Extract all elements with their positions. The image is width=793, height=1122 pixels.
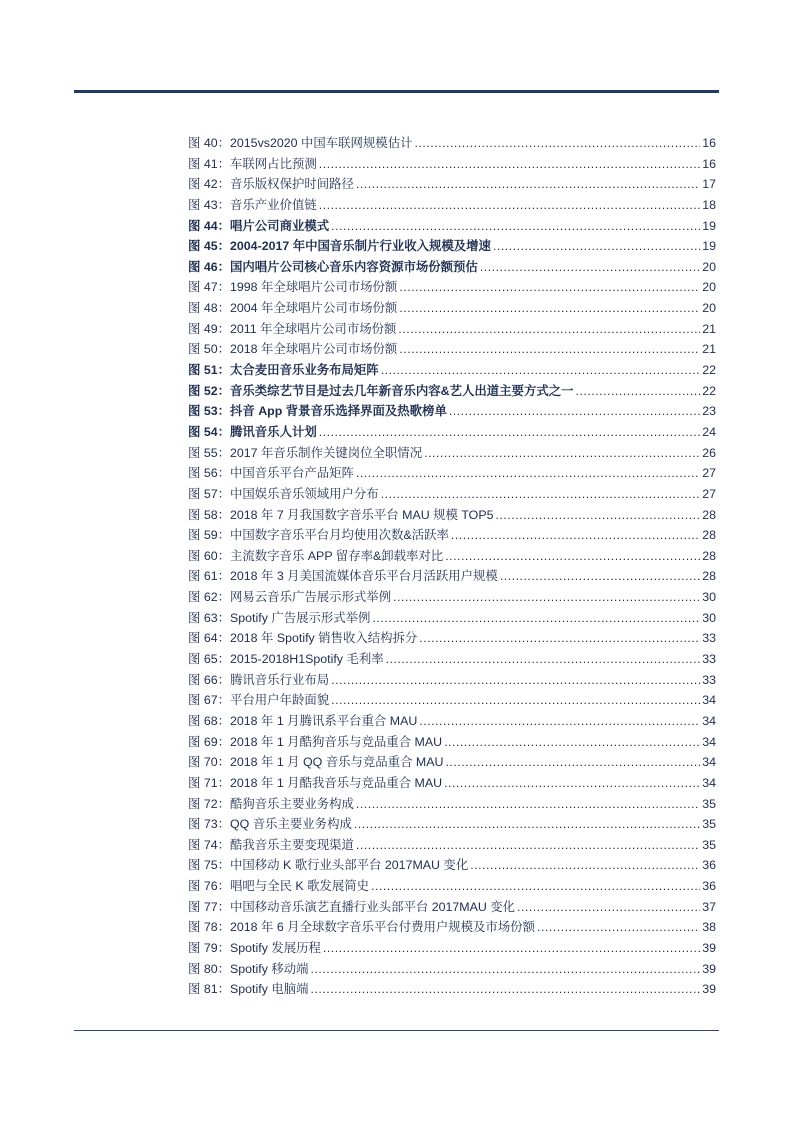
toc-entry-page: 39	[702, 982, 716, 997]
toc-leader-dots	[323, 938, 700, 959]
toc-entry-label: 图 56：中国音乐平台产品矩阵	[188, 466, 354, 481]
toc-entry-label: 图 77：中国移动音乐演艺直播行业头部平台 2017MAU 变化	[188, 899, 516, 914]
toc-entry-label: 图 51：太合麦田音乐业务布局矩阵	[188, 363, 379, 378]
toc-entry[interactable]	[188, 443, 716, 464]
toc-entry[interactable]	[188, 732, 716, 753]
toc-entry-label: 图 60：主流数字音乐 APP 留存率&卸载率对比	[188, 548, 444, 563]
toc-leader-dots	[354, 814, 700, 835]
toc-entry-label: 图 64：2018 年 Spotify 销售收入结构拆分	[188, 631, 418, 646]
toc-entry[interactable]	[188, 505, 716, 526]
toc-entry-label: 图 74：酷我音乐主要变现渠道	[188, 837, 354, 852]
toc-leader-dots	[424, 443, 700, 464]
toc-entry-label: 图 80：Spotify 移动端	[188, 961, 309, 976]
toc-entry-page: 21	[702, 321, 716, 336]
toc-leader-dots	[386, 649, 701, 670]
toc-entry-label: 图 75：中国移动 K 歌行业头部平台 2017MAU 变化	[188, 858, 469, 873]
toc-entry[interactable]	[188, 566, 716, 587]
toc-entry-page: 33	[702, 652, 716, 667]
toc-leader-dots	[393, 587, 700, 608]
toc-entry-page: 16	[702, 156, 716, 171]
toc-leader-dots	[537, 917, 700, 938]
toc-entry-page: 27	[702, 466, 716, 481]
toc-entry-page: 35	[702, 796, 716, 811]
toc-leader-dots	[331, 690, 700, 711]
toc-entry-label: 图 59：中国数字音乐平台月均使用次数&活跃率	[188, 528, 449, 543]
toc-leader-dots	[356, 835, 700, 856]
toc-leader-dots	[419, 711, 700, 732]
toc-entry-label: 图 63：Spotify 广告展示形式举例	[188, 610, 371, 625]
toc-entry-label: 图 67：平台用户年龄面貌	[188, 693, 330, 708]
toc-leader-dots	[319, 422, 700, 443]
toc-entry[interactable]	[188, 628, 716, 649]
toc-entry-label: 图 40：2015vs2020 中国车联网规模估计	[188, 136, 413, 150]
toc-entry-label: 图 73：QQ 音乐主要业务构成	[188, 817, 352, 832]
toc-leader-dots	[372, 608, 700, 629]
toc-entry-page: 34	[702, 734, 716, 749]
toc-entry-page: 22	[702, 383, 716, 398]
toc-entry-page: 38	[702, 920, 716, 935]
toc-entry[interactable]	[188, 587, 716, 608]
toc-entry[interactable]	[188, 855, 716, 876]
toc-entry-label: 图 62：网易云音乐广告展示形式举例	[188, 590, 392, 605]
toc-entry-page: 26	[702, 445, 716, 460]
toc-leader-dots	[356, 463, 700, 484]
toc-entry-label: 图 71：2018 年 1 月酷我音乐与竞品重合 MAU	[188, 775, 443, 790]
toc-entry[interactable]	[188, 608, 716, 629]
toc-leader-dots	[399, 277, 700, 298]
toc-entry[interactable]	[188, 979, 716, 1000]
toc-entry-label: 图 78：2018 年 6 月全球数字音乐平台付费用户规模及市场份额	[188, 920, 535, 935]
toc-leader-dots	[576, 381, 701, 402]
toc-leader-dots	[445, 752, 700, 773]
toc-leader-dots	[356, 174, 700, 195]
toc-leader-dots	[311, 959, 701, 980]
toc-entry-label: 图 58：2018 年 7 月我国数字音乐平台 MAU 规模 TOP5	[188, 507, 494, 522]
toc-entry-page: 18	[702, 197, 716, 212]
toc-entry-page: 16	[702, 136, 716, 150]
toc-entry-label: 图 43：音乐产业价值链	[188, 197, 317, 212]
toc-entry-page: 21	[702, 342, 716, 357]
toc-entry[interactable]	[188, 959, 716, 980]
toc-entry[interactable]	[188, 525, 716, 546]
toc-entry-label: 图 55：2017 年音乐制作关键岗位全职情况	[188, 445, 423, 460]
toc-entry-label: 图 41：车联网占比预测	[188, 156, 317, 171]
toc-entry[interactable]	[188, 381, 716, 402]
toc-leader-dots	[495, 505, 700, 526]
toc-entry-label: 图 48：2004 年全球唱片公司市场份额	[188, 301, 398, 316]
toc-entry-label: 图 70：2018 年 1 月 QQ 音乐与竞品重合 MAU	[188, 755, 444, 770]
toc-leader-dots	[470, 855, 700, 876]
toc-entry-page: 27	[702, 486, 716, 501]
toc-leader-dots	[311, 979, 701, 1000]
toc-entry[interactable]	[188, 773, 716, 794]
toc-entry-page: 17	[702, 177, 716, 192]
toc-leader-dots	[414, 133, 700, 154]
toc-entry-page: 30	[702, 610, 716, 625]
toc-entry-label: 图 66：腾讯音乐行业布局	[188, 672, 330, 687]
toc-leader-dots	[444, 773, 700, 794]
toc-entry[interactable]	[188, 174, 716, 195]
toc-entry[interactable]	[188, 360, 716, 381]
toc-entry-page: 35	[702, 837, 716, 852]
toc-leader-dots	[371, 876, 700, 897]
toc-entry-page: 37	[702, 899, 716, 914]
toc-entry[interactable]	[188, 195, 716, 216]
toc-entry[interactable]	[188, 794, 716, 815]
toc-entry-page: 34	[702, 775, 716, 790]
toc-entry[interactable]	[188, 814, 716, 835]
toc-entry-page: 20	[702, 280, 716, 295]
toc-entry[interactable]	[188, 690, 716, 711]
toc-entry[interactable]	[188, 422, 716, 443]
toc-leader-dots	[399, 298, 700, 319]
toc-entry[interactable]	[188, 876, 716, 897]
toc-leader-dots	[500, 566, 700, 587]
toc-leader-dots	[319, 154, 700, 175]
toc-entry[interactable]	[188, 339, 716, 360]
toc-leader-dots	[419, 628, 700, 649]
toc-entry-label: 图 79：Spotify 发展历程	[188, 940, 321, 955]
toc-entry[interactable]	[188, 670, 716, 691]
toc-entry[interactable]	[188, 463, 716, 484]
toc-entry[interactable]	[188, 752, 716, 773]
toc-entry-page: 34	[702, 755, 716, 770]
toc-leader-dots	[331, 670, 700, 691]
toc-entry-page: 36	[702, 858, 716, 873]
header-rule	[74, 90, 719, 93]
toc-leader-dots	[517, 897, 700, 918]
toc-entry-label: 图 81：Spotify 电脑端	[188, 982, 309, 997]
toc-entry-label: 图 69：2018 年 1 月酷狗音乐与竞品重合 MAU	[188, 734, 443, 749]
toc-entry-page: 33	[702, 631, 716, 646]
toc-leader-dots	[444, 732, 700, 753]
toc-leader-dots	[381, 484, 701, 505]
toc-leader-dots	[319, 195, 700, 216]
toc-entry-page: 39	[702, 940, 716, 955]
toc-leader-dots	[356, 794, 700, 815]
toc-entry-label: 图 42：音乐版权保护时间路径	[188, 177, 354, 192]
toc-entry-page: 28	[702, 528, 716, 543]
toc-leader-dots	[451, 525, 700, 546]
toc-entry[interactable]	[188, 257, 716, 278]
toc-entry[interactable]	[188, 298, 716, 319]
toc-entry-page: 23	[702, 404, 716, 419]
toc-entry-page: 28	[702, 507, 716, 522]
toc-leader-dots	[399, 339, 700, 360]
toc-entry-page: 33	[702, 672, 716, 687]
toc-entry-page: 20	[702, 301, 716, 316]
toc-entry-page: 28	[702, 548, 716, 563]
toc-entry-label: 图 65：2015-2018H1Spotify 毛利率	[188, 652, 384, 667]
toc-entry-label: 图 76：唱吧与全民 K 歌发展简史	[188, 879, 370, 894]
toc-leader-dots	[480, 257, 700, 278]
toc-entry[interactable]	[188, 917, 716, 938]
toc-entry-page: 39	[702, 961, 716, 976]
toc-entry-label: 图 61：2018 年 3 月美国流媒体音乐平台月活跃用户规模	[188, 569, 498, 584]
toc-entry-page: 30	[702, 590, 716, 605]
toc-entry-label: 图 53：抖音 App 背景音乐选择界面及热歌榜单	[188, 404, 447, 419]
footer-rule	[74, 1030, 719, 1031]
toc-entry[interactable]	[188, 236, 716, 257]
toc-leader-dots	[449, 401, 700, 422]
toc-entry[interactable]	[188, 897, 716, 918]
toc-entry-label: 图 54：腾讯音乐人计划	[188, 424, 317, 439]
toc-entry[interactable]	[188, 133, 716, 154]
toc-entry[interactable]	[188, 154, 716, 175]
toc-entry-page: 19	[702, 218, 716, 233]
toc-entry-page: 34	[702, 693, 716, 708]
toc-entry-page: 36	[702, 879, 716, 894]
toc-entry-page: 35	[702, 817, 716, 832]
toc-entry-page: 24	[702, 424, 716, 439]
toc-entry[interactable]	[188, 938, 716, 959]
toc-entry-page: 34	[702, 713, 716, 728]
toc-entry-label: 图 44：唱片公司商业模式	[188, 218, 330, 233]
toc-entry[interactable]	[188, 835, 716, 856]
toc-leader-dots	[398, 319, 700, 340]
toc-entry-label: 图 47：1998 年全球唱片公司市场份额	[188, 280, 398, 295]
toc-entry-label: 图 68：2018 年 1 月腾讯系平台重合 MAU	[188, 713, 418, 728]
toc-entry[interactable]	[188, 216, 716, 237]
toc-leader-dots	[331, 216, 700, 237]
toc-entry-page: 19	[702, 239, 716, 254]
toc-entry-label: 图 45：2004-2017 年中国音乐制片行业收入规模及增速	[188, 239, 491, 254]
toc-entry-label: 图 52：音乐类综艺节目是过去几年新音乐内容&艺人出道主要方式之一	[188, 383, 574, 398]
toc-entry[interactable]	[188, 546, 716, 567]
toc-entry[interactable]	[188, 277, 716, 298]
toc-entry[interactable]	[188, 401, 716, 422]
toc-entry-label: 图 57：中国娱乐音乐领域用户分布	[188, 486, 379, 501]
toc-entry[interactable]	[188, 319, 716, 340]
toc-entry-page: 22	[702, 363, 716, 378]
toc-leader-dots	[493, 236, 700, 257]
toc-entry-label: 图 46：国内唱片公司核心音乐内容资源市场份额预估	[188, 259, 478, 274]
toc-leader-dots	[445, 546, 700, 567]
toc-leader-dots	[381, 360, 701, 381]
toc-entry[interactable]	[188, 484, 716, 505]
toc-entry-label: 图 50：2018 年全球唱片公司市场份额	[188, 342, 398, 357]
toc-entry[interactable]	[188, 711, 716, 732]
toc-entry[interactable]	[188, 649, 716, 670]
toc-entry-page: 20	[702, 259, 716, 274]
list-of-figures	[188, 133, 716, 1000]
toc-entry-label: 图 49：2011 年全球唱片公司市场份额	[188, 321, 397, 336]
toc-entry-page: 28	[702, 569, 716, 584]
toc-entry-label: 图 72：酷狗音乐主要业务构成	[188, 796, 354, 811]
